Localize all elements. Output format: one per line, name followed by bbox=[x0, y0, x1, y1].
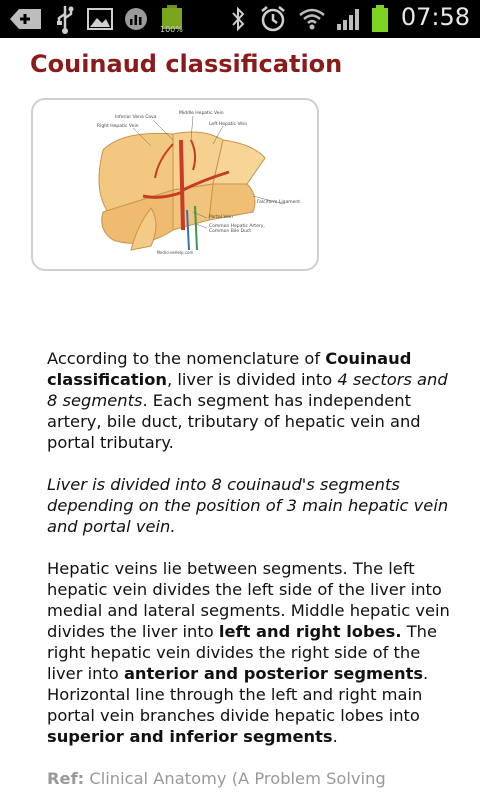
paragraph-segments bbox=[47, 474, 457, 537]
gallery-icon bbox=[86, 0, 114, 38]
wifi-icon bbox=[298, 0, 326, 38]
alarm-icon bbox=[258, 0, 288, 38]
bold-text: anterior and posterior segments bbox=[123, 664, 424, 683]
bold-text: Couinaud classification bbox=[47, 349, 412, 389]
bold-text: left and right lobes. bbox=[218, 622, 402, 641]
paragraph-intro bbox=[47, 348, 457, 453]
text: . bbox=[332, 727, 338, 746]
signal-icon bbox=[334, 0, 364, 38]
liver-diagram-image bbox=[31, 98, 319, 271]
figure-label: Inferior Vena Cava bbox=[115, 115, 157, 120]
add-icon bbox=[8, 0, 44, 38]
status-bar bbox=[0, 0, 480, 38]
figure-caption: MedicineHelp.com bbox=[156, 250, 194, 255]
text: According to the nomenclature of bbox=[47, 349, 326, 368]
text: . Horizontal line through the left and right main portal vein branches divide hepatic lobes into bbox=[47, 664, 429, 725]
text: Hepatic veins lie between segments. The left hepatic vein divides the left side of the liver into medial and lateral segments. Middle hepatic vein divides the liver into bbox=[47, 559, 450, 641]
text: . Each segment has independent artery, bile duct, tributary of hepatic vein and portal tributary. bbox=[47, 391, 421, 452]
bluetooth-icon bbox=[228, 0, 248, 38]
article-body bbox=[47, 348, 457, 810]
figure-label: Left Hepatic Vein bbox=[209, 122, 248, 127]
italic-text: Liver is divided into 8 couinaud's segments depending on the position of 3 main hepatic vein and portal vein. bbox=[47, 475, 449, 536]
battery-percent: 100% bbox=[160, 25, 183, 34]
bold-text: superior and inferior segments bbox=[47, 727, 333, 746]
figure-label: Common Hepatic Artery, Common Bile Duct bbox=[209, 224, 265, 234]
clock: 07:58 bbox=[400, 3, 470, 31]
usb-icon bbox=[52, 0, 78, 38]
figure-label: Right Hepatic Vein bbox=[97, 124, 139, 129]
battery-full-icon bbox=[368, 0, 392, 38]
figure-label: Falciform Ligament bbox=[257, 200, 300, 205]
text: , liver is divided into bbox=[167, 370, 338, 389]
liver-illustration bbox=[33, 100, 317, 269]
figure-label: Portal Vein bbox=[209, 215, 233, 220]
reference-text: Clinical Anatomy (A Problem Solving bbox=[84, 769, 386, 788]
italic-text: 4 sectors and 8 segments bbox=[47, 370, 448, 410]
figure-label: Middle Hepatic Vein bbox=[179, 111, 224, 116]
paragraph-hepatic-veins bbox=[47, 558, 457, 747]
text: The right hepatic vein divides the right side of the liver into bbox=[47, 622, 438, 683]
data-icon bbox=[122, 0, 150, 38]
reference bbox=[47, 768, 457, 789]
reference-label: Ref: bbox=[47, 769, 85, 788]
page-title: Couinaud classification bbox=[30, 50, 343, 78]
